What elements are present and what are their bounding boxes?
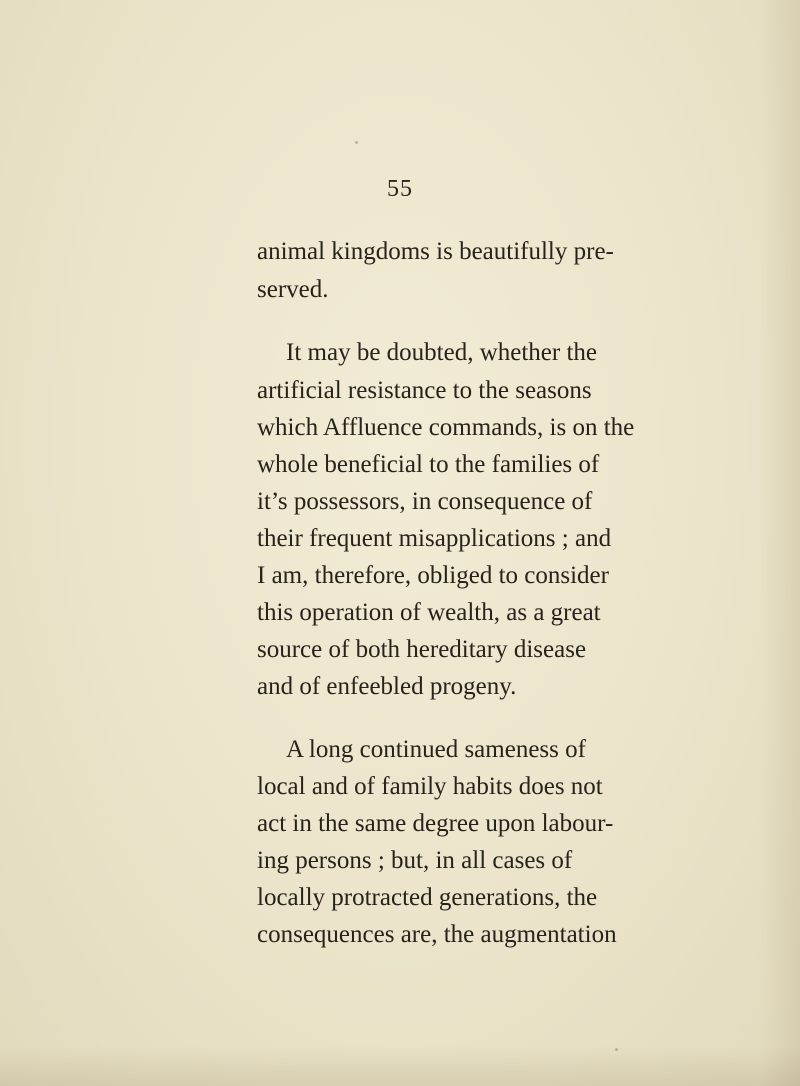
text-line: their frequent misapplications ; and bbox=[257, 525, 612, 552]
text-line: source of both hereditary disease bbox=[257, 636, 587, 663]
page-edge-shadow-right bbox=[760, 0, 800, 1086]
text-line: It may be doubted, whether the bbox=[286, 339, 598, 366]
text-line: consequences are, the augmentation bbox=[257, 921, 617, 948]
text-line: served. bbox=[257, 276, 329, 303]
text-line: ing persons ; but, in all cases of bbox=[257, 847, 573, 874]
text-line: locally protracted generations, the bbox=[257, 884, 598, 911]
paper-speck bbox=[615, 1048, 618, 1051]
page-edge-shadow-bottom bbox=[0, 1046, 800, 1086]
paper-speck bbox=[355, 141, 358, 144]
text-line: I am, therefore, obliged to consider bbox=[257, 562, 609, 589]
text-line: it’s possessors, in consequence of bbox=[257, 488, 593, 515]
text-line: and of enfeebled progeny. bbox=[257, 673, 517, 700]
text-line: artificial resistance to the seasons bbox=[257, 377, 592, 404]
text-line: A long continued sameness of bbox=[286, 736, 586, 763]
text-line: animal kingdoms is beautifully pre- bbox=[257, 238, 614, 265]
text-line: act in the same degree upon labour- bbox=[257, 810, 614, 837]
page-number: 55 bbox=[387, 176, 413, 202]
text-line: whole beneficial to the families of bbox=[257, 451, 600, 478]
text-line: local and of family habits does not bbox=[257, 773, 603, 800]
text-line: which Affluence commands, is on the bbox=[257, 414, 635, 441]
text-line: this operation of wealth, as a great bbox=[257, 599, 601, 626]
